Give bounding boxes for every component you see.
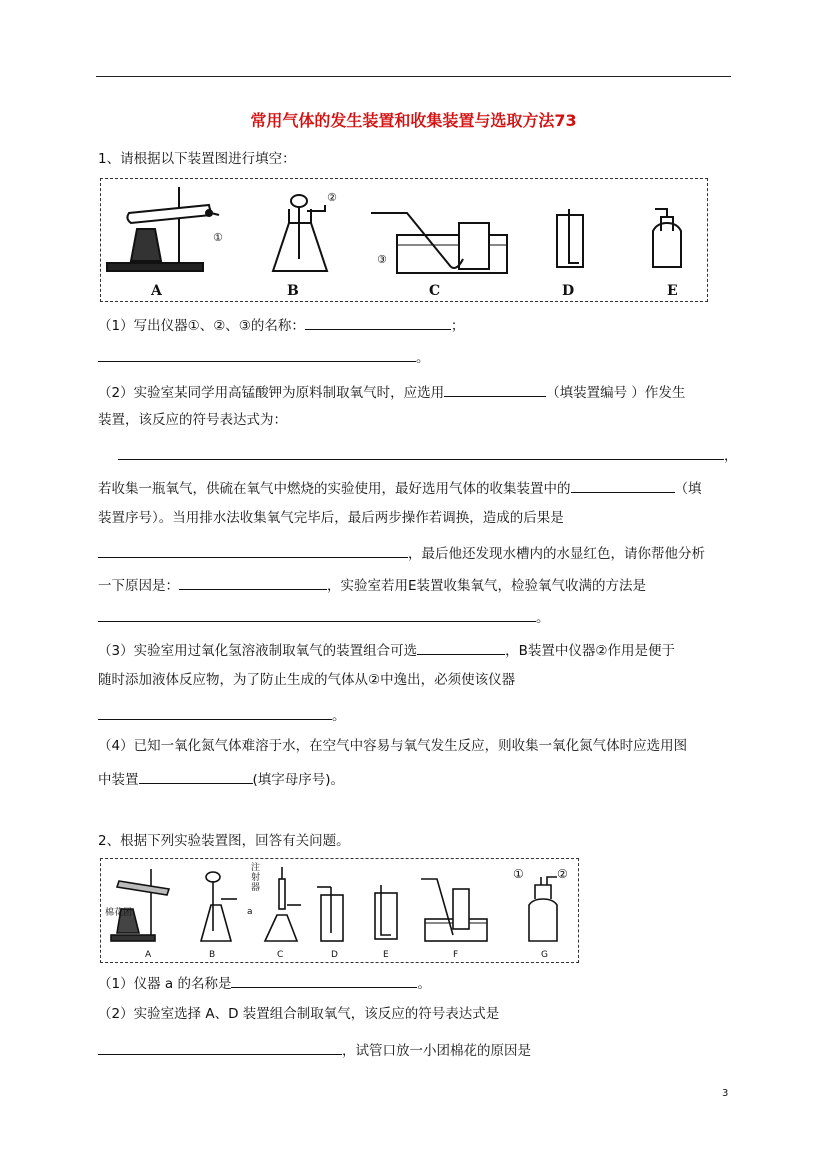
fig2-label-a: A	[145, 950, 152, 960]
q1-figure	[100, 178, 708, 302]
fig1-marker-1: ①	[213, 231, 223, 244]
fig2-syringe-label: 注射器	[251, 863, 261, 893]
q1-p2-text-d-end: （填	[674, 481, 702, 497]
q1-p3-blank-instrument[interactable]	[98, 705, 332, 720]
q2-p1-blank[interactable]	[231, 973, 417, 988]
q1-p2-line-d	[98, 478, 702, 497]
q2-p2-text-a: （2）实验室选择 A、D 装置组合制取氧气，该反应的符号表达式是	[98, 1006, 500, 1022]
q1-p2-blank-reason[interactable]	[179, 575, 327, 590]
fig1-marker-3: ③	[377, 253, 387, 266]
q1-p3-text-c-end: 。	[332, 708, 346, 724]
fig2-marker-2: ②	[557, 867, 568, 881]
q1-p2-line-g	[98, 575, 646, 594]
fig2-cotton-label: 棉花团	[105, 908, 133, 918]
q1-p1-end: 。	[416, 350, 430, 366]
q1-p2-text-f-end: ，最后他还发现水槽内的水显红色，请你帮他分析	[408, 546, 705, 562]
q1-p2-text-d: 若收集一瓶氧气，供硫在氧气中燃烧的实验使用，最好选用气体的收集装置中的	[98, 481, 571, 497]
q2-apparatus-drawing	[101, 859, 578, 962]
fig1-label-c: C	[429, 283, 441, 299]
fig2-marker-1: ①	[513, 867, 524, 881]
fig2-label-d: D	[331, 950, 338, 960]
q1-p3-line-a	[98, 640, 675, 659]
fig2-a-label: a	[247, 907, 253, 917]
page-number: 3	[722, 1088, 729, 1099]
q1-p3-text-a: （3）实验室用过氧化氢溶液制取氧气的装置组合可选	[98, 643, 418, 659]
fig2-label-g: G	[541, 950, 548, 960]
q2-p2-text-b-end: ，试管口放一小团棉花的原因是	[342, 1043, 531, 1059]
q1-p1-blank-1[interactable]	[305, 315, 451, 330]
q1-p4-text-b-end: (填字母序号)。	[252, 772, 345, 788]
q1-p4-line-b	[98, 769, 344, 788]
q1-p2-line-c	[118, 445, 738, 464]
q2-p2-line-b	[98, 1040, 531, 1059]
q1-p1-sep: ；	[450, 318, 465, 334]
q1-p2-line-a	[98, 382, 685, 401]
q1-p1-line-b	[98, 347, 430, 366]
q1-p2-line-h	[98, 607, 550, 626]
fig1-label-b: B	[287, 283, 299, 299]
q1-p2-blank-method[interactable]	[98, 607, 536, 622]
q1-p4-blank-device[interactable]	[139, 769, 253, 784]
page-title: 常用气体的发生装置和收集装置与选取方法73	[250, 111, 577, 130]
q2-stem: 2、根据下列实验装置图，回答有关问题。	[98, 833, 350, 849]
q1-p1-line-a	[98, 315, 464, 334]
fig2-label-e: E	[383, 950, 389, 960]
q1-p3-text-b: 随时添加液体反应物，为了防止生成的气体从②中逸出，必须使该仪器	[98, 672, 516, 688]
q1-p2-line-f	[98, 543, 705, 562]
fig1-label-a: A	[151, 283, 162, 299]
q1-p4-text-a: （4）已知一氧化氮气体难溶于水，在空气中容易与氧气发生反应，则收集一氧化氮气体时应选用图	[98, 738, 688, 754]
q1-p2-text-a-end: （填装置编号 ）作发生	[546, 385, 686, 401]
q1-p2-blank-equation[interactable]	[118, 445, 724, 460]
q2-p1-text: （1）仪器 a 的名称是	[98, 976, 232, 992]
q1-p2-text-h-end: 。	[536, 610, 550, 626]
fig1-label-d: D	[562, 283, 575, 299]
q2-p1-end: 。	[417, 976, 431, 992]
q1-p4-text-b: 中装置	[98, 772, 139, 788]
q1-p2-text-a: （2）实验室某同学用高锰酸钾为原料制取氧气时，应选用	[98, 385, 445, 401]
q1-p2-text-g-a: 一下原因是：	[98, 578, 179, 594]
q1-p2-blank-collect[interactable]	[571, 478, 675, 493]
q1-p2-blank-consequence[interactable]	[98, 543, 408, 558]
q2-p1-line	[98, 973, 431, 992]
q1-p1-text: （1）写出仪器①、②、③的名称：	[98, 318, 305, 334]
q2-p2-blank-equation[interactable]	[98, 1040, 342, 1055]
fig2-label-f: F	[453, 950, 459, 960]
q1-p2-text-g-b: ，实验室若用E装置收集氧气，检验氧气收满的方法是	[327, 578, 647, 594]
fig2-label-c: C	[277, 950, 284, 960]
header-rule	[96, 76, 731, 77]
q1-p3-line-c	[98, 705, 346, 724]
fig1-label-e: E	[667, 283, 678, 299]
q1-p3-text-a-end: ，B装置中仪器②作用是便于	[505, 643, 675, 659]
q2-figure	[100, 858, 579, 963]
q1-p2-comma: ，	[724, 448, 738, 464]
q1-stem: 1、请根据以下装置图进行填空：	[98, 151, 296, 167]
q1-p1-blank-2[interactable]	[98, 347, 416, 362]
q1-p3-blank-combo[interactable]	[417, 640, 505, 655]
q1-apparatus-drawing	[101, 179, 707, 301]
q1-p2-text-e: 装置序号）。当用排水法收集氧气完毕后，最后两步操作若调换，造成的后果是	[98, 510, 564, 526]
fig1-marker-2: ②	[327, 191, 337, 204]
fig2-label-b: B	[209, 950, 216, 960]
q1-p2-blank-device[interactable]	[444, 382, 546, 397]
q1-p2-text-b: 装置，该反应的符号表达式为：	[98, 412, 287, 428]
